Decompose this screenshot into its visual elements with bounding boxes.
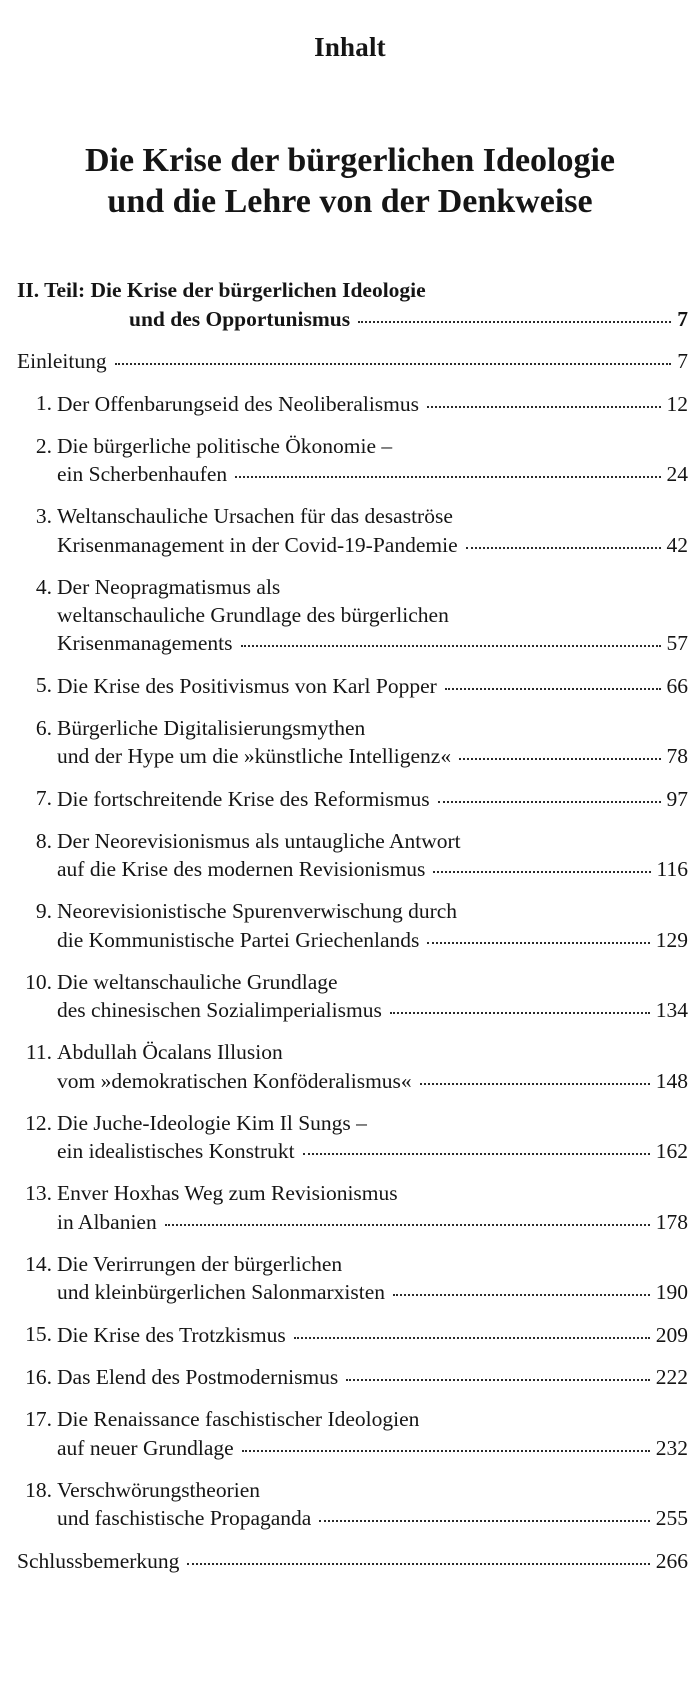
chapter-list	[17, 389, 688, 1532]
toc-entry-chapter[interactable]	[17, 671, 688, 700]
page-number: 116	[656, 857, 688, 881]
dot-leader	[319, 1504, 649, 1526]
dot-leader	[393, 1278, 650, 1300]
toc-entry-chapter[interactable]	[17, 502, 688, 559]
page-number: 255	[655, 1506, 688, 1530]
toc-entry-chapter[interactable]	[17, 1250, 688, 1307]
chapter-title-line: Die Juche-Ideologie Kim Il Sungs –	[57, 1110, 367, 1135]
page-number: 222	[655, 1365, 688, 1389]
chapter-title-line: Krisenmanagement in der Covid-19-Pandemie	[57, 532, 458, 557]
page-number: 7	[677, 306, 688, 331]
chapter-number: 14.	[25, 1251, 52, 1276]
chapter-title-line: Die weltanschauliche Grundlage	[57, 969, 338, 994]
dot-leader	[466, 530, 661, 552]
toc-entry-chapter[interactable]	[17, 1109, 688, 1166]
dot-leader	[358, 304, 671, 326]
chapter-number: 18.	[25, 1477, 52, 1502]
dot-leader	[427, 389, 660, 411]
book-title	[0, 140, 700, 222]
page-number: 162	[655, 1139, 688, 1163]
page-number: 232	[655, 1435, 688, 1460]
chapter-title-line: und kleinbürgerlichen Salonmarxisten	[57, 1280, 386, 1304]
toc-entry-chapter[interactable]	[17, 573, 688, 658]
chapter-title-line: Weltanschauliche Ursachen für das desaströse	[57, 504, 453, 528]
table-of-contents	[17, 276, 688, 1589]
chapter-title-line: weltanschauliche Grundlage des bürgerlichen	[57, 602, 449, 627]
dot-leader	[165, 1207, 650, 1229]
dot-leader	[115, 347, 672, 369]
toc-entry-chapter[interactable]	[17, 714, 688, 771]
chapter-title-line: Das Elend des Postmodernismus	[57, 1365, 339, 1389]
dot-leader	[303, 1137, 650, 1159]
page-number: 12	[666, 391, 688, 416]
page-number: 178	[655, 1209, 688, 1234]
chapter-number: 5.	[35, 673, 52, 697]
entry-title: Einleitung	[17, 349, 107, 373]
chapter-title-line: in Albanien	[57, 1209, 157, 1234]
dot-leader	[187, 1546, 649, 1568]
chapter-title-line: Die Krise des Trotzkismus	[57, 1322, 286, 1347]
chapter-title-line: und faschistische Propaganda	[57, 1506, 312, 1530]
chapter-number: 10.	[25, 969, 52, 994]
entry-title: Schlussbemerkung	[17, 1548, 180, 1573]
page-number: 134	[655, 998, 688, 1022]
chapter-number: 13.	[25, 1181, 52, 1205]
chapter-title-line: Neorevisionistische Spurenverwischung durch	[57, 899, 458, 923]
part-title-line-1: II. Teil: Die Krise der bürgerlichen Ideologie	[17, 278, 426, 302]
page-number: 97	[666, 786, 688, 811]
toc-entry-chapter[interactable]	[17, 897, 688, 954]
chapter-title-line: auf neuer Grundlage	[57, 1435, 234, 1460]
dot-leader	[346, 1363, 649, 1385]
toc-entry-chapter[interactable]	[17, 784, 688, 813]
dot-leader	[242, 1433, 650, 1455]
dot-leader	[420, 1066, 650, 1088]
toc-entry-chapter[interactable]	[17, 1320, 688, 1349]
chapter-title-line: Der Neopragmatismus als	[57, 574, 281, 599]
toc-part-heading[interactable]	[17, 276, 688, 333]
page-number: 24	[666, 462, 688, 486]
chapter-title-line: vom »demokratischen Konföderalismus«	[57, 1068, 412, 1093]
chapter-number: 11.	[25, 1040, 52, 1064]
chapter-title-line: Der Neorevisionismus als untaugliche Antwort	[57, 828, 461, 853]
chapter-title-line: Die fortschreitende Krise des Reformismus	[57, 786, 430, 811]
page-number: 42	[666, 532, 688, 557]
chapter-title-line: die Kommunistische Partei Griechenlands	[57, 927, 420, 952]
toc-entry-chapter[interactable]	[17, 1476, 688, 1533]
page-number: 129	[655, 927, 688, 952]
chapter-number: 17.	[25, 1407, 52, 1431]
chapter-number: 9.	[35, 899, 52, 923]
toc-entry-chapter[interactable]	[17, 827, 688, 884]
toc-entry-chapter[interactable]	[17, 1038, 688, 1095]
dot-leader	[427, 925, 649, 947]
toc-entry-chapter[interactable]	[17, 1363, 688, 1392]
chapter-number: 3.	[35, 504, 52, 528]
chapter-number: 1.	[35, 391, 52, 415]
toc-entry-chapter[interactable]	[17, 1179, 688, 1236]
dot-leader	[294, 1320, 650, 1342]
page-number: 66	[666, 673, 688, 698]
toc-entry-chapter[interactable]	[17, 1405, 688, 1462]
chapter-title-line: ein idealistisches Konstrukt	[57, 1139, 295, 1163]
chapter-number: 7.	[35, 786, 52, 810]
chapter-title-line: Der Offenbarungseid des Neoliberalismus	[57, 391, 420, 416]
chapter-title-line: Abdullah Öcalans Illusion	[57, 1040, 283, 1064]
chapter-title-line: Die bürgerliche politische Ökonomie –	[57, 433, 393, 458]
chapter-number: 12.	[25, 1110, 52, 1135]
chapter-number: 8.	[35, 828, 52, 853]
chapter-number: 16.	[25, 1364, 52, 1389]
book-title-line-1: Die Krise der bürgerlichen Ideologie	[84, 142, 616, 179]
dot-leader	[235, 460, 660, 482]
page-number: 7	[677, 349, 688, 373]
chapter-title-line: Krisenmanagements	[57, 631, 233, 655]
chapter-number: 15.	[25, 1322, 52, 1346]
page-number: 209	[655, 1322, 688, 1347]
book-title-line-2: und die Lehre von der Denkweise	[107, 183, 593, 220]
chapter-number: 4.	[35, 574, 52, 599]
chapter-title-line: auf die Krise des modernen Revisionismus	[57, 857, 426, 881]
page-number: 57	[666, 631, 688, 655]
dot-leader	[433, 855, 650, 877]
page-number: 78	[666, 744, 688, 768]
section-label: Inhalt	[314, 32, 386, 62]
dot-leader	[438, 784, 661, 806]
chapter-title-line: Verschwörungstheorien	[57, 1477, 261, 1502]
toc-entry-chapter[interactable]	[17, 968, 688, 1025]
part-title-line-2: und des Opportunismus	[129, 306, 351, 331]
dot-leader	[445, 671, 661, 693]
chapter-title-line: des chinesischen Sozialimperialismus	[57, 998, 382, 1022]
chapter-title-line: und der Hype um die »künstliche Intelligenz«	[57, 744, 452, 768]
chapter-title-line: Enver Hoxhas Weg zum Revisionismus	[57, 1181, 398, 1205]
toc-entry-chapter[interactable]	[17, 389, 688, 418]
chapter-title-line: Die Renaissance faschistischer Ideologien	[57, 1407, 420, 1431]
dot-leader	[241, 629, 661, 651]
toc-entry-schlussbemerkung[interactable]	[17, 1546, 688, 1575]
dot-leader	[390, 996, 650, 1018]
page-number: 148	[655, 1068, 688, 1093]
dot-leader	[459, 742, 660, 764]
chapter-title-line: Die Verirrungen der bürgerlichen	[57, 1251, 343, 1276]
toc-entry-chapter[interactable]	[17, 432, 688, 489]
chapter-title-line: Bürgerliche Digitalisierungsmythen	[57, 715, 366, 740]
chapter-title-line: ein Scherbenhaufen	[57, 462, 228, 486]
chapter-number: 2.	[35, 433, 52, 458]
page-number: 266	[655, 1548, 688, 1573]
page-number: 190	[655, 1280, 688, 1304]
toc-entry-einleitung[interactable]	[17, 347, 688, 376]
chapter-number: 6.	[35, 715, 52, 740]
chapter-title-line: Die Krise des Positivismus von Karl Popper	[57, 673, 437, 698]
